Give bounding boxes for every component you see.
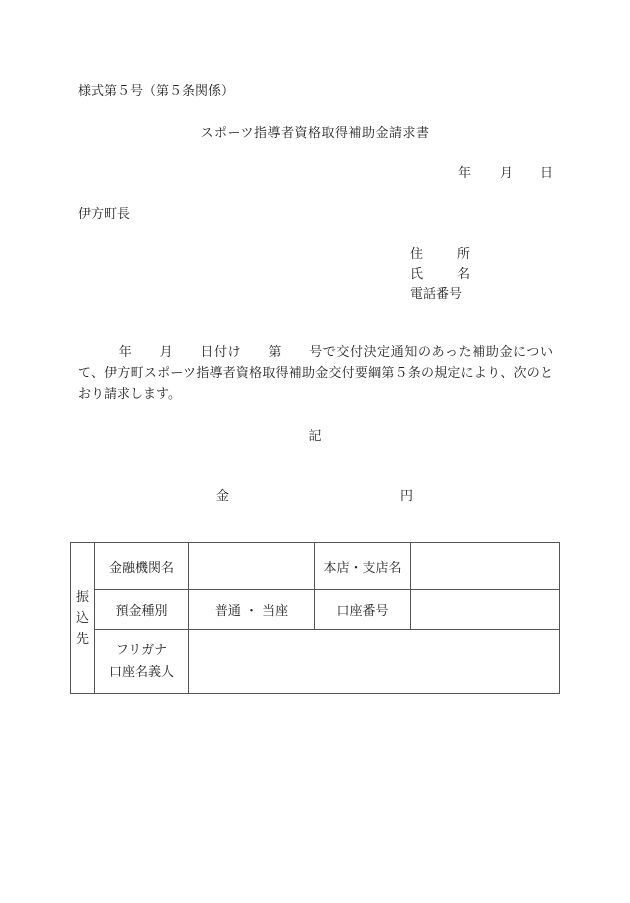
name-label-char-2: 名 [456, 267, 470, 282]
form-number: 様式第５号（第５条関係） [78, 84, 235, 99]
amount-suffix: 円 [400, 489, 414, 504]
transfer-label-char-3: 先 [75, 631, 89, 647]
branch-label: 本店・支店名 [315, 543, 411, 590]
account-holder-value-cell[interactable] [189, 630, 560, 694]
phone-label: 電話番号 [410, 287, 463, 302]
account-number-label: 口座番号 [315, 590, 411, 630]
addressee: 伊方町長 [78, 207, 131, 222]
deposit-type-label: 預金種別 [95, 590, 189, 630]
holder-label-cell [95, 630, 189, 694]
document-title: スポーツ指導者資格取得補助金請求書 [200, 126, 430, 141]
address-label-char-1: 住 [410, 247, 424, 262]
date-month-label: 月 [500, 166, 514, 181]
date-year-label: 年 [458, 166, 472, 181]
amount-prefix: 金 [216, 489, 230, 504]
account-number-value-cell[interactable] [411, 590, 560, 630]
deposit-type-options[interactable]: 普通 ・ 当座 [189, 590, 315, 630]
furigana-label: フリガナ [115, 642, 168, 658]
account-holder-label: 口座名義人 [108, 664, 174, 680]
institution-label: 金融機関名 [95, 543, 189, 590]
address-label-char-2: 所 [456, 247, 470, 262]
request-body-text: 年 月 日付け 第 号で交付決定通知のあった補助金について、伊方町スポーツ指導者資格取得補助金交付要綱第５条の規定により、次のとおり請求します。 [78, 345, 553, 402]
address-label [410, 243, 470, 262]
branch-value-cell[interactable] [411, 543, 560, 590]
transfer-label-char-1: 振 [75, 589, 89, 605]
institution-value-cell[interactable] [189, 543, 315, 590]
transfer-destination-label [71, 543, 95, 694]
name-label [410, 263, 470, 282]
transfer-label-char-2: 込 [75, 610, 89, 626]
date-day-label: 日 [540, 166, 554, 181]
ki-heading: 記 [308, 429, 322, 444]
bank-transfer-table [70, 542, 560, 694]
name-label-char-1: 氏 [410, 267, 424, 282]
